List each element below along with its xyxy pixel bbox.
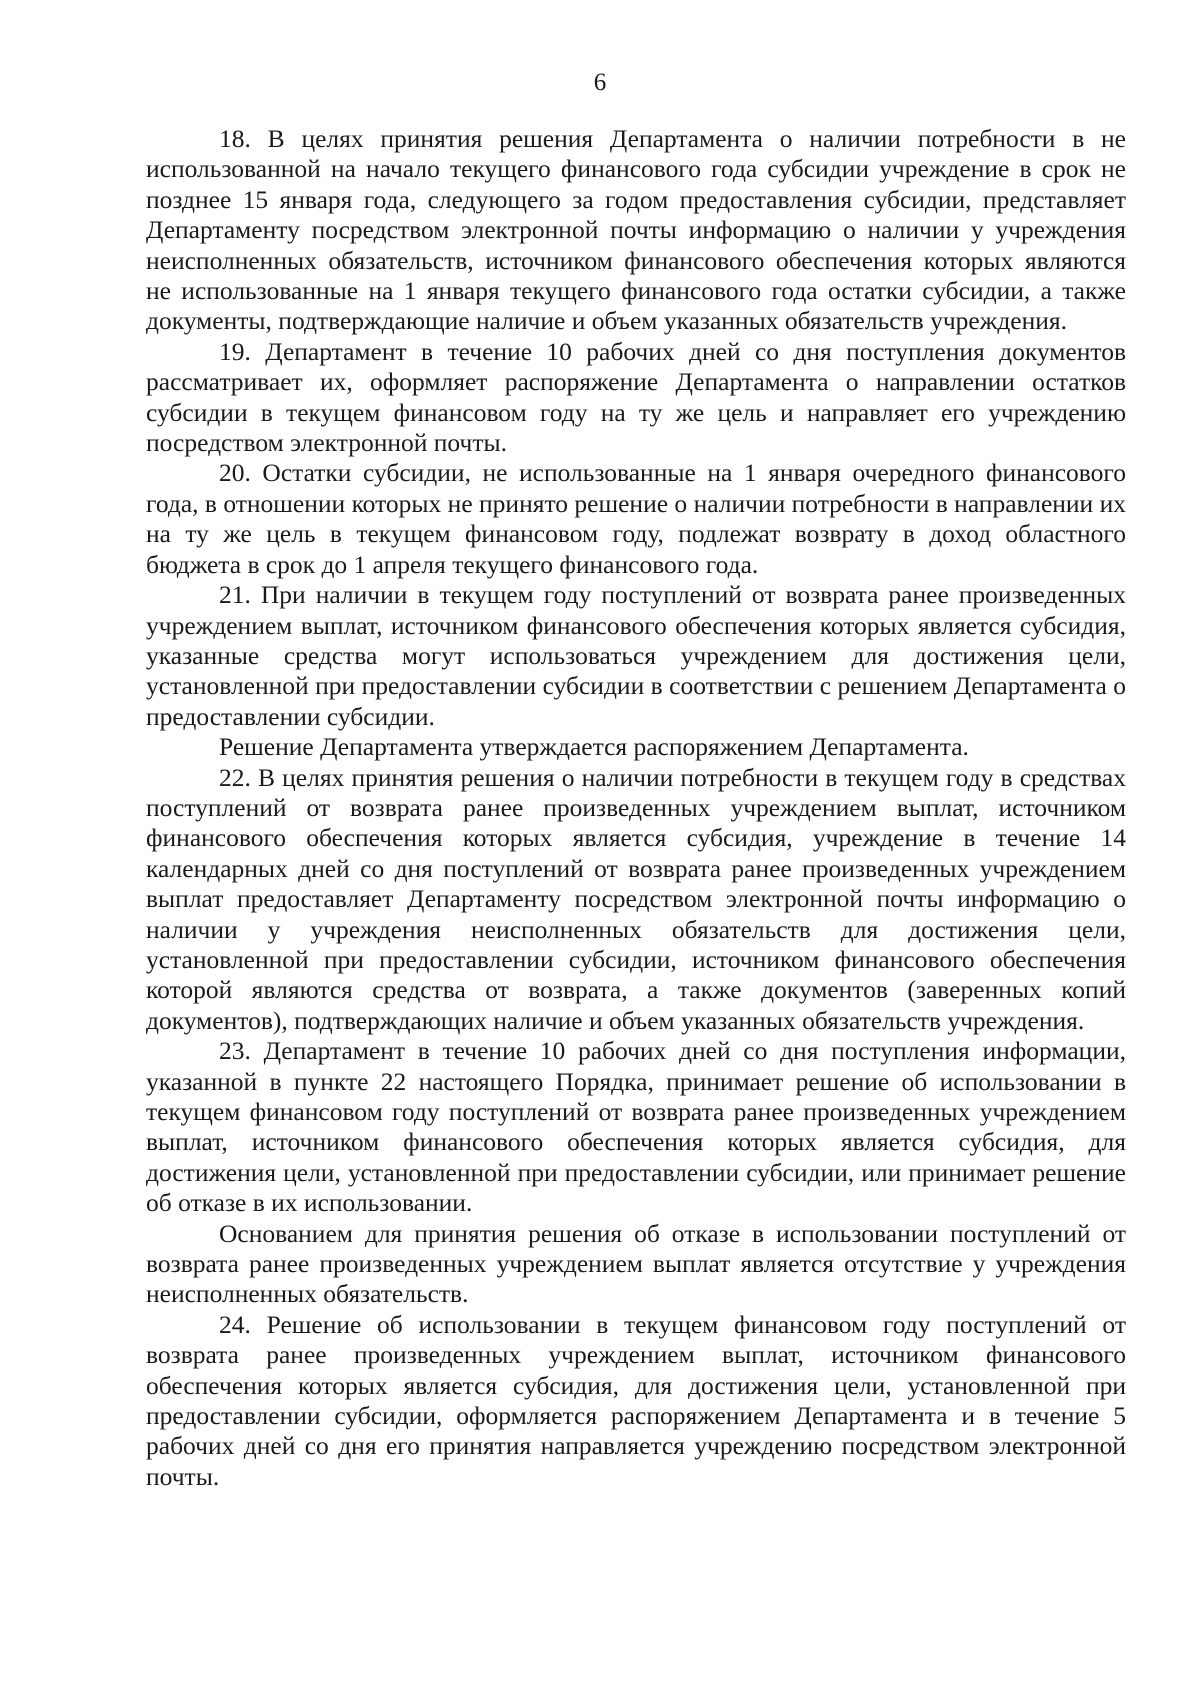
paragraph-20: 20. Остатки субсидии, не использованные на 1 января очередного финансового года, в отношении которых не принято решение о наличии потребности в направлении их на ту же цель в текущем финансовом году, подлежат возврату в доход областного бюджета в срок до 1 апреля текущего финансового года. (146, 458, 1126, 579)
paragraph-18: 18. В целях принятия решения Департамента о наличии потребности в не использованной на начало текущего финансового года субсидии учреждение в срок не позднее 15 января года, следующего за годом предоставления субсидии, представляет Департаменту посредством электронной почты информацию о наличии у учреждения неисполненных обязательств, источником финансового обеспечения которых являются не использованные на 1 января текущего финансового года остатки субсидии, а также документы, подтверждающие наличие и объем указанных обязательств учреждения. (146, 124, 1126, 336)
document-body (146, 124, 1126, 1492)
paragraph-22: 22. В целях принятия решения о наличии потребности в текущем году в средствах поступлений от возврата ранее произведенных учреждением выплат, источником финансового обеспечения которых является субсидия, учреждение в течение 14 календарных дней со дня поступлений от возврата ранее произведенных учреждением выплат предоставляет Департаменту посредством электронной почты информацию о наличии у учреждения неисполненных обязательств для достижения цели, установленной при предоставлении субсидии, источником финансового обеспечения которой являются средства от возврата, а также документов (заверенных копий документов), подтверждающих наличие и объем указанных обязательств учреждения. (146, 762, 1126, 1035)
page-number: 6 (593, 69, 607, 96)
paragraph-23: 23. Департамент в течение 10 рабочих дней со дня поступления информации, указанной в пункте 22 настоящего Порядка, принимает решение об использовании в текущем финансовом году поступлений от возврата ранее произведенных учреждением выплат, источником финансового обеспечения которых является субсидия, для достижения цели, установленной при предоставлении субсидии, или принимает решение об отказе в их использовании. (146, 1036, 1126, 1218)
paragraph-21-decision: Решение Департамента утверждается распоряжением Департамента. (219, 732, 969, 762)
paragraph-23-refusal-basis: Основанием для принятия решения об отказе в использовании поступлений от возврата ранее произведенных учреждением выплат является отсутствие у учреждения неисполненных обязательств. (146, 1218, 1126, 1309)
paragraph-24: 24. Решение об использовании в текущем финансовом году поступлений от возврата ранее произведенных учреждением выплат, источником финансового обеспечения которых является субсидия, для достижения цели, установленной при предоставлении субсидии, оформляется распоряжением Департамента и в течение 5 рабочих дней со дня его принятия направляется учреждению посредством электронной почты. (146, 1309, 1126, 1491)
paragraph-21: 21. При наличии в текущем году поступлений от возврата ранее произведенных учреждением выплат, источником финансового обеспечения которых является субсидия, указанные средства могут использоваться учреждением для достижения цели, установленной при предоставлении субсидии в соответствии с решением Департамента о предоставлении субсидии. (146, 580, 1126, 731)
paragraph-19: 19. Департамент в течение 10 рабочих дней со дня поступления документов рассматривает их, оформляет распоряжение Департамента о направлении остатков субсидии в текущем финансовом году на ту же цель и направляет его учреждению посредством электронной почты. (146, 336, 1126, 458)
